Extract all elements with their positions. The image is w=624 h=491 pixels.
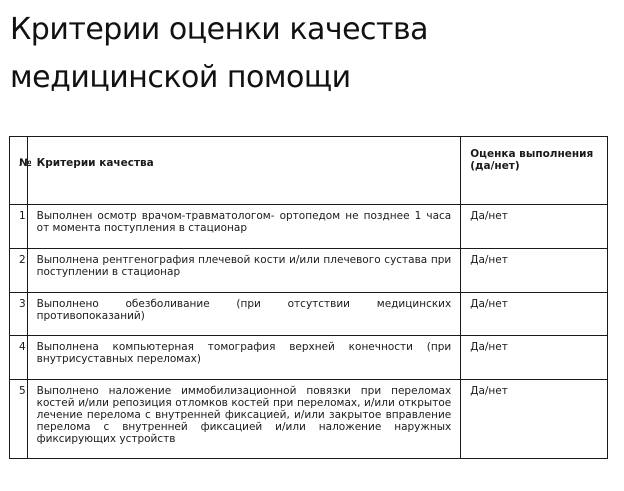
table-row — [10, 205, 608, 249]
row-grade: Да/нет — [461, 205, 608, 249]
row-criterion: Выполнено наложение иммобилизационной повязки при переломах костей и/или репозиция отломков костей при переломах, и/или открытое лечение перелома с внутренней фиксацией, и/или закрытое вправление перелома с внутренней фиксацией и/или наложение наружных фиксирующих устройств — [27, 380, 461, 459]
header-grade: Оценка выполнения (да/нет) — [461, 137, 608, 205]
header-number: № — [10, 137, 28, 205]
row-number: 1 — [10, 205, 28, 249]
row-criterion: Выполнена рентгенография плечевой кости и/или плечевого сустава при поступлении в стационар — [27, 249, 461, 293]
row-grade: Да/нет — [461, 249, 608, 293]
table-row — [10, 249, 608, 293]
row-number: 2 — [10, 249, 28, 293]
row-number: 5 — [10, 380, 28, 459]
table-row — [10, 293, 608, 336]
row-number: 3 — [10, 293, 28, 336]
row-grade: Да/нет — [461, 336, 608, 380]
row-criterion: Выполнено обезболивание (при отсутствии медицинских противопоказаний) — [27, 293, 461, 336]
row-number: 4 — [10, 336, 28, 380]
row-criterion: Выполнена компьютерная томография верхней конечности (при внутрисуставных переломах) — [27, 336, 461, 380]
header-criterion: Критерии качества — [27, 137, 461, 205]
page-title: Критерии оценки качества медицинской помощи — [10, 12, 429, 95]
row-grade: Да/нет — [461, 380, 608, 459]
quality-criteria-table — [9, 136, 608, 459]
table-row — [10, 336, 608, 380]
row-criterion: Выполнен осмотр врачом-травматологом- ортопедом не позднее 1 часа от момента поступления в стационар — [27, 205, 461, 249]
table-row — [10, 380, 608, 459]
row-grade: Да/нет — [461, 293, 608, 336]
table-header-row — [10, 137, 608, 205]
